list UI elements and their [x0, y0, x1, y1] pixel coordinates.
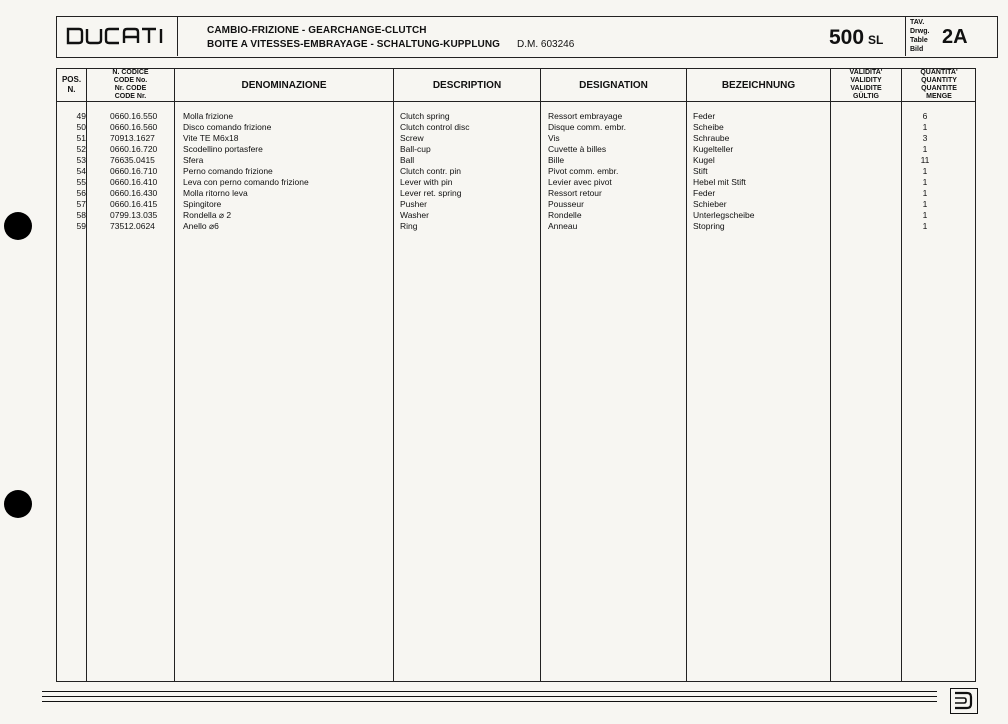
col-header-pos: POS. N. — [61, 75, 82, 94]
drawing-number: D.M. 603246 — [517, 39, 575, 50]
header-box — [56, 16, 998, 58]
logo-box — [57, 17, 178, 56]
col-header-designation: DESIGNATION — [579, 79, 648, 91]
ducati-logo-icon — [65, 25, 169, 47]
column-divider — [393, 68, 394, 682]
punch-hole-icon — [4, 212, 32, 240]
ducati-d-logo-icon — [950, 688, 978, 714]
col-header-description: DESCRIPTION — [432, 79, 502, 91]
col-header-code: N. CODICE CODE No. Nr. CODE CODE Nr. — [112, 69, 149, 100]
footer-rule — [42, 701, 937, 702]
column-divider — [540, 68, 541, 682]
col-header-bezeichnung: BEZEICHNUNG — [721, 79, 796, 91]
column-divider — [901, 68, 902, 682]
column-divider — [174, 68, 175, 682]
ducati-d-logo-icon — [951, 689, 976, 712]
punch-hole-icon — [4, 490, 32, 518]
footer-rule — [42, 691, 937, 692]
model-label: 500 SL — [829, 26, 884, 49]
header-divider — [56, 101, 976, 102]
title-line-1: CAMBIO-FRIZIONE - GEARCHANGE-CLUTCH — [207, 25, 427, 36]
column-divider — [830, 68, 831, 682]
table-ref-value: 2A — [942, 26, 968, 48]
title-line-2: BOITE A VITESSES-EMBRAYAGE - SCHALTUNG-KUPPLUNG — [207, 39, 501, 50]
footer-rule — [42, 696, 937, 697]
column-divider — [686, 68, 687, 682]
col-header-quantity: QUANTITA' QUANTITY QUANTITE MENGE — [920, 69, 958, 100]
table-ref-box — [905, 17, 998, 56]
table-ref-labels: TAV. Drwg. Table Bild — [910, 19, 930, 53]
col-header-validity: VALIDITA' VALIDITY VALIDITE GÜLTIG — [849, 69, 883, 100]
col-header-denominazione: DENOMINAZIONE — [241, 79, 327, 91]
column-divider — [86, 68, 87, 682]
